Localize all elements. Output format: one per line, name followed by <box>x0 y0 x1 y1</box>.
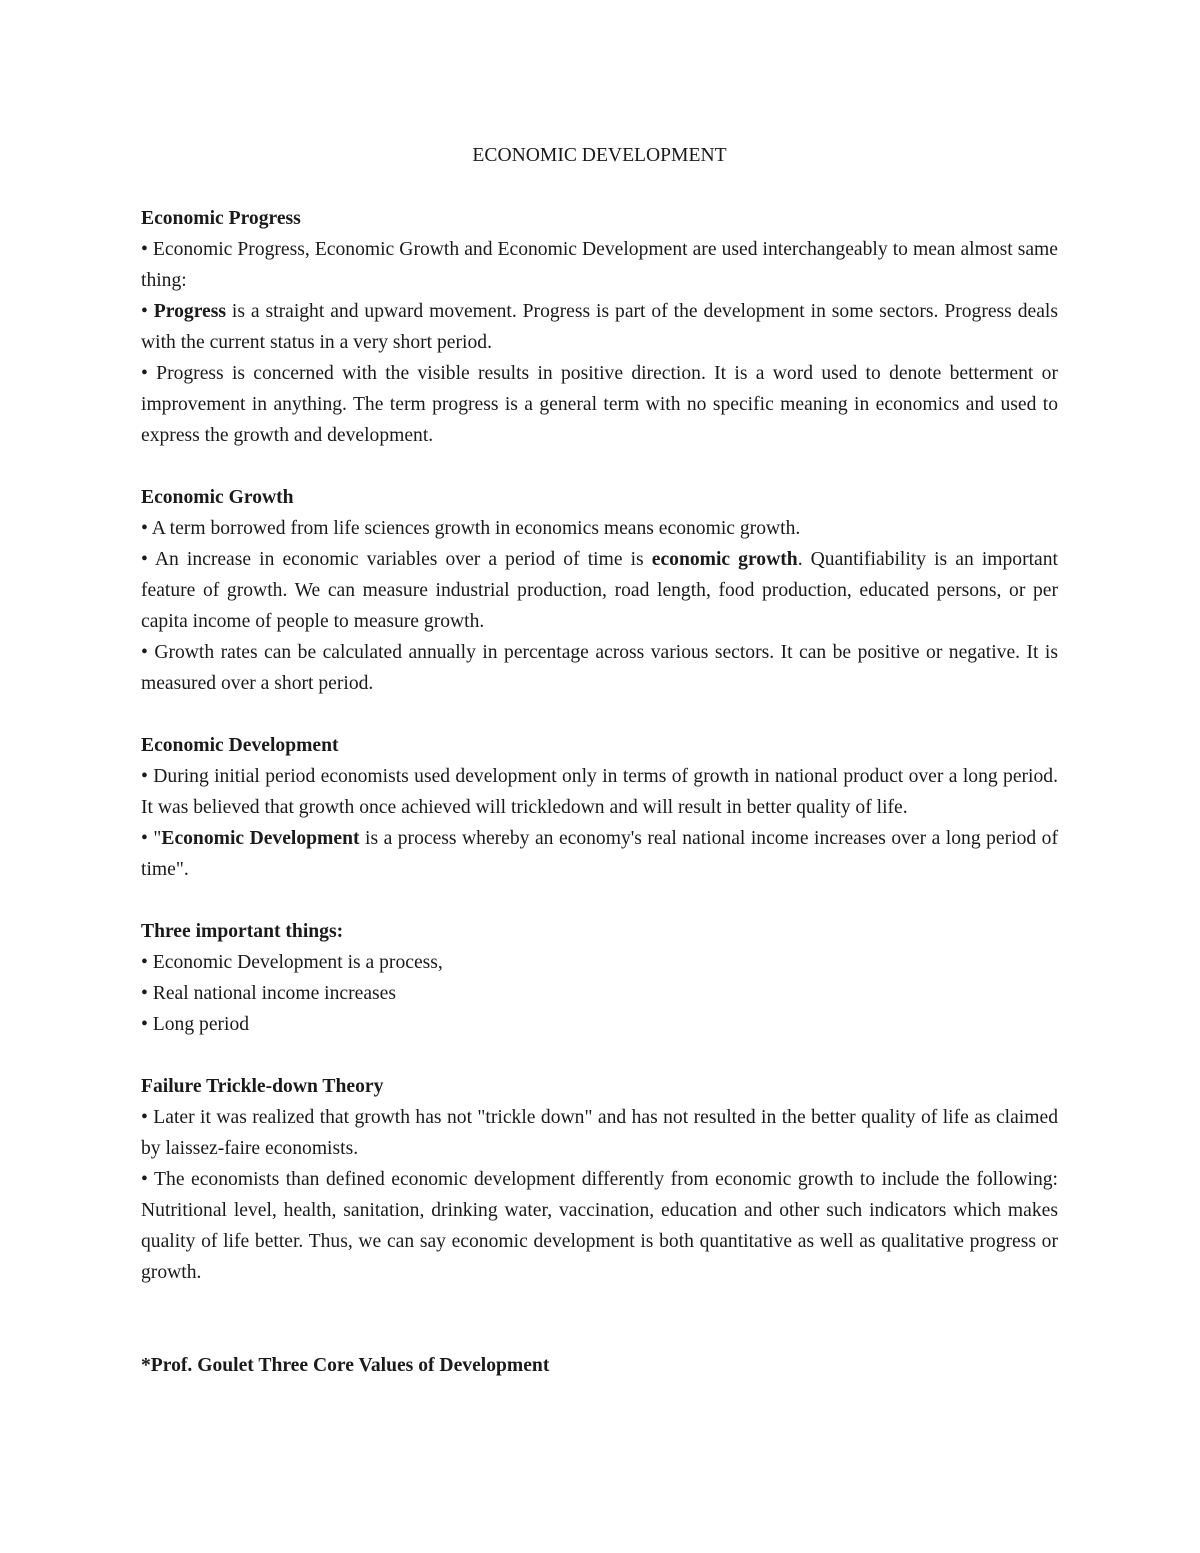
bullet-item <box>141 296 1058 358</box>
bullet-icon: • <box>141 642 148 663</box>
bullet-text: Growth rates can be calculated annually in percentage across various sectors. It can be positive or negative. It is measured over a short period. <box>141 642 1058 694</box>
bold-term: Progress <box>153 301 226 322</box>
section <box>141 916 1058 1040</box>
bullet-text: During initial period economists used development only in terms of growth in national product over a long period. It was believed that growth once achieved will trickledown and will result in better quality of life. <box>141 766 1058 818</box>
bullet-item <box>141 823 1058 885</box>
bullet-item <box>141 513 1058 544</box>
bullet-icon: • <box>141 983 148 1004</box>
section <box>141 482 1058 699</box>
spacer <box>141 1319 1058 1350</box>
bullet-text: Economic Development is a process, <box>147 952 443 973</box>
bullet-text: Progress is concerned with the visible results in positive direction. It is a word used to denote betterment or improvement in anything. The term progress is a general term with no specific meaning in economics and used to express the growth and development. <box>141 363 1058 446</box>
bullet-text: is a process whereby an economy's real national income increases over a long period of time". <box>141 828 1059 880</box>
bullet-icon: • <box>141 828 148 849</box>
bullet-item <box>141 358 1058 451</box>
section-heading: Economic Progress <box>141 208 301 229</box>
bullet-item <box>141 978 1058 1009</box>
bullet-icon: • <box>141 766 148 787</box>
section <box>141 1071 1058 1288</box>
bullet-text: is a straight and upward movement. Progress is part of the development in some sectors. Progress deals with the current status in a very short period. <box>141 301 1058 353</box>
bullet-icon: • <box>141 1107 148 1128</box>
bullet-text: A term borrowed from life sciences growth in economics means economic growth. <box>147 518 801 539</box>
bullet-item <box>141 1102 1058 1164</box>
section-heading: Economic Growth <box>141 487 294 508</box>
bullet-text: Economic Progress, Economic Growth and Economic Development are used interchangeably to mean almost same thing: <box>141 239 1058 291</box>
section-heading: Three important things: <box>141 921 344 942</box>
bullet-text: Later it was realized that growth has not "trickle down" and has not resulted in the better quality of life as claimed by laissez-faire economists. <box>141 1107 1058 1159</box>
bullet-icon: • <box>141 239 148 260</box>
bullet-icon: • <box>141 518 148 539</box>
bullet-item <box>141 761 1058 823</box>
bullet-text: " <box>147 828 162 849</box>
bullet-text: An increase in economic variables over a period of time is <box>147 549 652 570</box>
bullet-icon: • <box>141 952 148 973</box>
bullet-text: Long period <box>147 1014 250 1035</box>
bullet-item <box>141 947 1058 978</box>
bullet-item <box>141 234 1058 296</box>
closing-heading: *Prof. Goulet Three Core Values of Development <box>141 1355 550 1376</box>
bullet-icon: • <box>141 1014 148 1035</box>
bullet-item <box>141 1164 1058 1288</box>
bullet-icon: • <box>141 1169 148 1190</box>
section-heading: Economic Development <box>141 735 339 756</box>
bullet-item <box>141 1009 1058 1040</box>
bullet-text: . Quantifiability is an important feature of growth. We can measure industrial production, road length, food production, educated persons, or per capita income of people to measure growth. <box>141 549 1058 632</box>
bullet-text: The economists than defined economic development differently from economic growth to include the following: Nutritional level, health, sanitation, drinking water, vaccination, education and other such indicators which makes quality of life better. Thus, we can say economic development is both quantitative as well as qualitative progress or growth. <box>141 1169 1058 1283</box>
bullet-text: Real national income increases <box>147 983 396 1004</box>
bold-term: economic growth <box>651 549 798 570</box>
section <box>141 203 1058 451</box>
section-heading: Failure Trickle-down Theory <box>141 1076 384 1097</box>
document-page <box>141 140 1058 1381</box>
bullet-icon: • <box>141 549 148 570</box>
bullet-icon: • <box>141 301 148 322</box>
bullet-icon: • <box>141 363 148 384</box>
sections-container <box>141 203 1058 1288</box>
document-title: ECONOMIC DEVELOPMENT <box>472 145 727 166</box>
bold-term: Economic Development <box>161 828 360 849</box>
bullet-item <box>141 544 1058 637</box>
bullet-item <box>141 637 1058 699</box>
section <box>141 730 1058 885</box>
